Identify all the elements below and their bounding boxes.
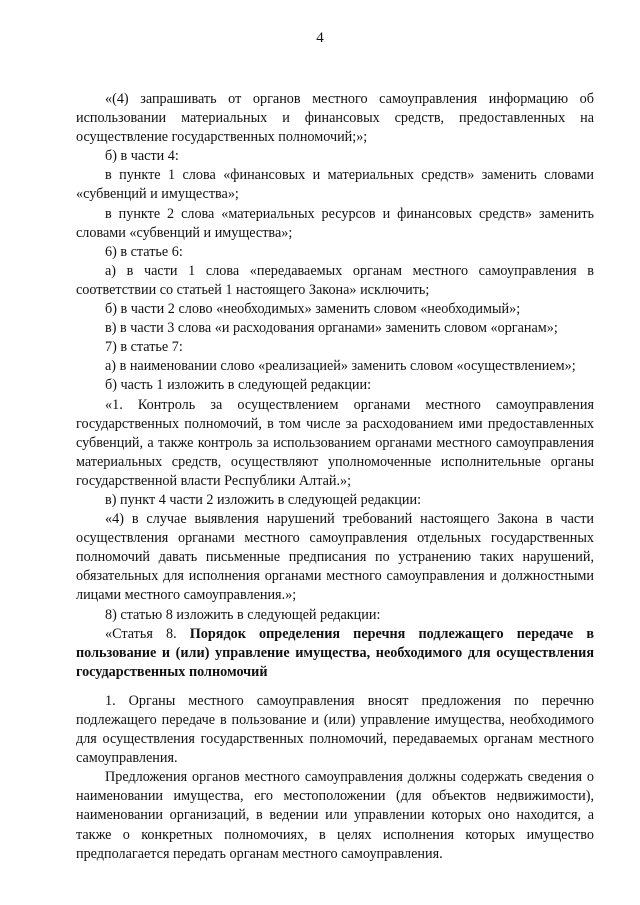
article-heading <box>76 625 594 682</box>
paragraph: Предложения органов местного самоуправления должны содержать сведения о наименовании имущества, его местоположении (для объектов недвижимости), наименовании организаций, в ведении или управлении которых оно находится, а также о конкретных полномочиях, в целях исполнения которых имущество предполагается передать органам местного самоуправления. <box>76 769 594 862</box>
paragraph: в) в части 3 слова «и расходования органами» заменить словом «органам»; <box>105 320 558 337</box>
paragraph: б) часть 1 изложить в следующей редакции: <box>105 377 372 394</box>
spacer <box>76 682 594 692</box>
paragraph: 8) статью 8 изложить в следующей редакции: <box>105 606 381 623</box>
paragraph: а) в части 1 слова «передаваемых органам местного самоуправления в соответствии со статьей 1 настоящего Закона» исключить; <box>76 262 594 298</box>
paragraph: б) в части 2 слово «необходимых» заменить словом «необходимый»; <box>105 301 521 318</box>
paragraph: 7) в статье 7: <box>105 339 183 356</box>
document-body <box>76 90 594 864</box>
paragraph: 1. Органы местного самоуправления вносят предложения по перечню подлежащего передаче в пользование и (или) управление имущества, необходимого для осуществления государственных полномочий, передаваемых органам местного самоуправления. <box>76 692 594 767</box>
article-title: Порядок определения перечня подлежащего передаче в пользование и (или) управление имущества, необходимого для осуществления государственных полномочий <box>76 625 594 680</box>
paragraph: в пункте 1 слова «финансовых и материальных средств» заменить словами «субвенций и имущества»; <box>76 167 594 203</box>
paragraph: «4) в случае выявления нарушений требований настоящего Закона в части осуществления органами местного самоуправления отдельных государственных полномочий давать письменные предписания по устранению таких нарушений, обязательных для исполнения органами местного самоуправления и должностными лицами местного самоуправления.»; <box>76 511 594 604</box>
paragraph: б) в части 4: <box>105 148 179 165</box>
paragraph: «(4) запрашивать от органов местного самоуправления информацию об использовании материальных и финансовых средств, предоставленных на осуществление государственных полномочий;»; <box>76 91 594 146</box>
article-prefix: «Статья 8. <box>105 625 190 642</box>
page-number: 4 <box>316 30 324 46</box>
paragraph: «1. Контроль за осуществлением органами местного самоуправления государственных полномочий, в том числе за расходованием ими предоставленных субвенций, а также контроль за использованием органами местного самоуправления материальных средств, осуществляют уполномоченные исполнительные органы государственной власти Республики Алтай.»; <box>76 396 594 489</box>
paragraph: в пункте 2 слова «материальных ресурсов и финансовых средств» заменить словами «субвенций и имущества»; <box>76 205 594 241</box>
paragraph: 6) в статье 6: <box>105 243 183 260</box>
paragraph: в) пункт 4 части 2 изложить в следующей редакции: <box>105 491 422 508</box>
paragraph: а) в наименовании слово «реализацией» заменить словом «осуществлением»; <box>105 358 576 375</box>
